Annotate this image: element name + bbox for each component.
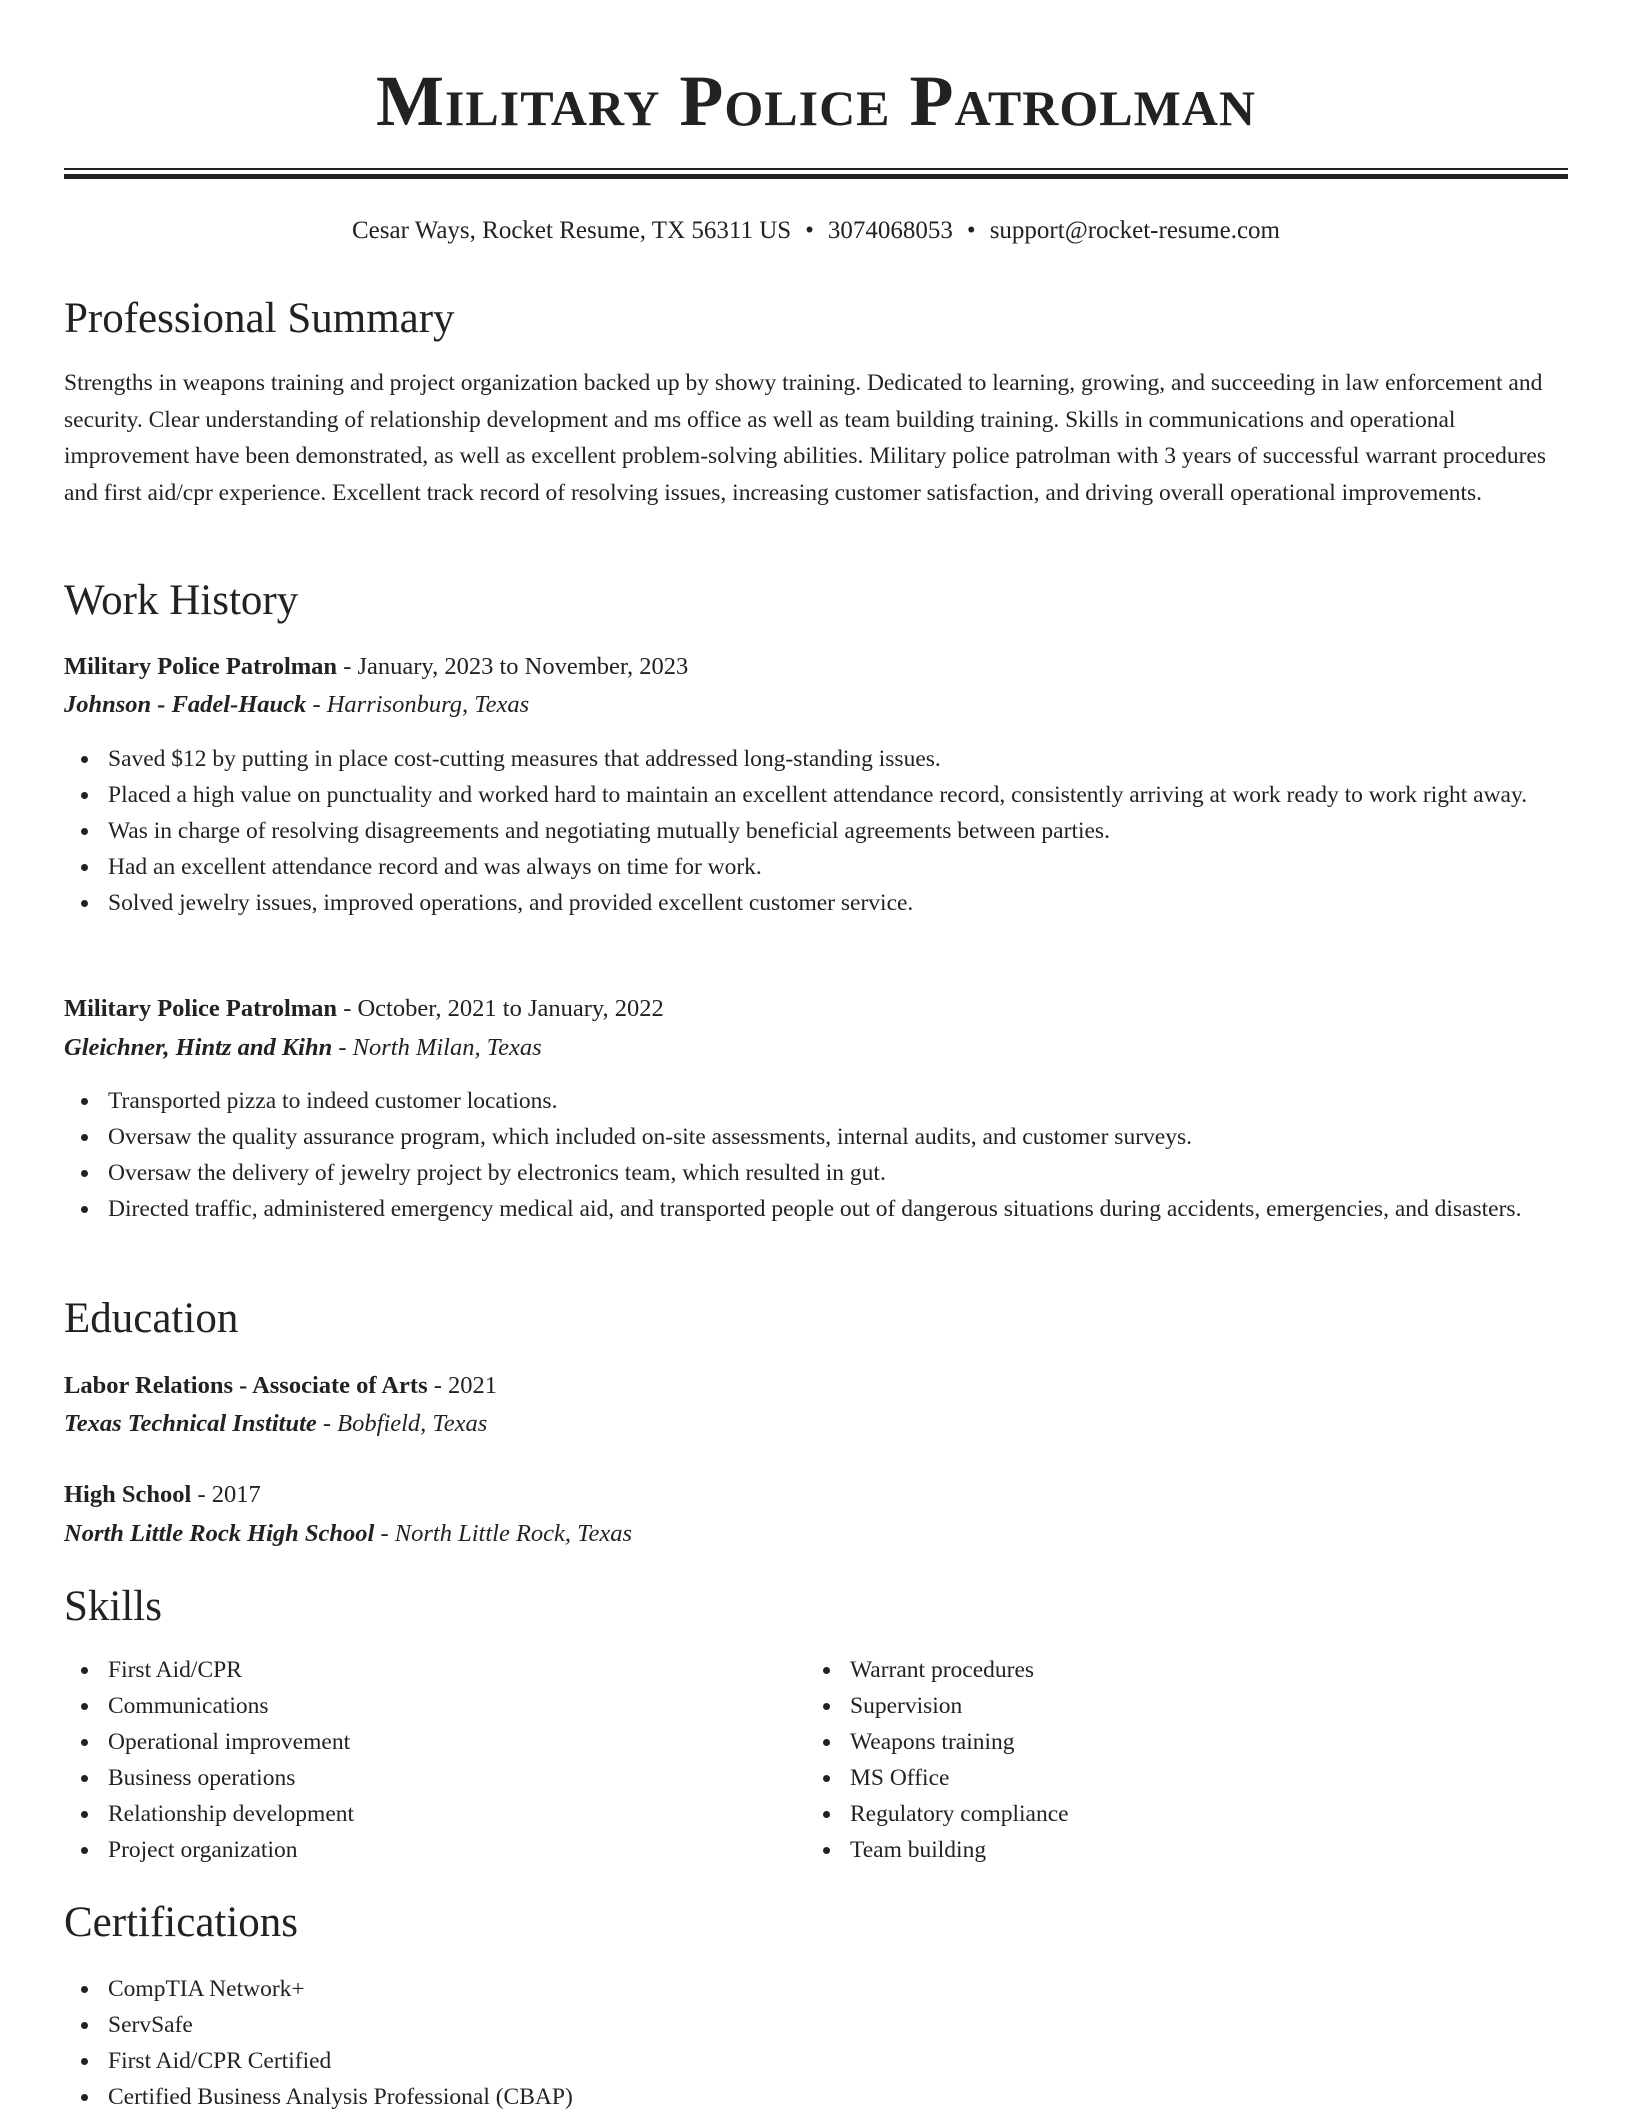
- list-item: Oversaw the quality assurance program, which included on-site assessments, internal audits, and customer surveys.: [64, 1119, 1568, 1155]
- school-location: - Bobfield, Texas: [316, 1410, 488, 1437]
- skills-list-right: [806, 1652, 1632, 1868]
- certification-item: ServSafe: [64, 2007, 1568, 2043]
- job-title: Military Police Patrolman: [64, 653, 338, 680]
- school-location: - North Little Rock, Texas: [374, 1520, 633, 1547]
- school-name: Texas Technical Institute: [64, 1410, 317, 1437]
- education-heading: Education: [64, 1295, 239, 1342]
- education-header: [64, 1367, 1568, 1405]
- skill-item: First Aid/CPR: [64, 1652, 1568, 1688]
- skill-item: Team building: [806, 1832, 1632, 1868]
- education-school: [64, 1405, 1568, 1443]
- graduation-year: - 2017: [191, 1481, 261, 1508]
- certifications-heading: Certifications: [64, 1899, 299, 1946]
- list-item: Directed traffic, administered emergency medical aid, and transported people out of dangerous situations during accidents, emergencies, and disasters.: [64, 1191, 1568, 1227]
- bullet-separator: •: [805, 217, 814, 244]
- skill-item: Weapons training: [806, 1724, 1632, 1760]
- education-school: [64, 1515, 1568, 1553]
- skill-item: Operational improvement: [64, 1724, 1568, 1760]
- list-item: Was in charge of resolving disagreements and negotiating mutually beneficial agreements between parties.: [64, 813, 1568, 849]
- job-company: Gleichner, Hintz and Kihn: [64, 1034, 333, 1061]
- job-header: [64, 648, 1568, 686]
- job-dates: - October, 2021 to January, 2022: [337, 995, 664, 1022]
- skill-item: Supervision: [806, 1688, 1632, 1724]
- skill-item: Communications: [64, 1688, 1568, 1724]
- resume-title: Military Police Patrolman: [375, 61, 1257, 141]
- degree: High School: [64, 1481, 192, 1508]
- contact-line: [64, 214, 1568, 248]
- list-item: Solved jewelry issues, improved operations, and provided excellent customer service.: [64, 885, 1568, 921]
- job-bullets: [64, 1083, 1568, 1227]
- job-bullets: [64, 741, 1568, 921]
- list-item: Placed a high value on punctuality and worked hard to maintain an excellent attendance record, consistently arriving at work ready to work right away.: [64, 777, 1568, 813]
- certification-item: CompTIA Network+: [64, 1971, 1568, 2007]
- title-rule-thin: [64, 168, 1568, 170]
- job-title: Military Police Patrolman: [64, 995, 338, 1022]
- certification-item: Certified Business Analysis Professional (CBAP): [64, 2079, 1568, 2115]
- certifications-list: [64, 1971, 1568, 2115]
- list-item: Had an excellent attendance record and was always on time for work.: [64, 849, 1568, 885]
- resume-page: [64, 0, 1568, 2110]
- skill-item: Relationship development: [64, 1796, 1568, 1832]
- job-dates: - January, 2023 to November, 2023: [337, 653, 689, 680]
- job-location: - Harrisonburg, Texas: [306, 691, 530, 718]
- job-header: [64, 990, 1568, 1028]
- title-rule-thick: [64, 174, 1568, 179]
- bullet-separator: •: [966, 217, 976, 244]
- graduation-year: - 2021: [427, 1372, 498, 1399]
- contact-phone: 3074068053: [827, 217, 953, 244]
- summary-heading: Professional Summary: [64, 295, 455, 342]
- skills-heading: Skills: [64, 1583, 162, 1630]
- summary-text: Strengths in weapons training and project organization backed up by showy training. Dedicated to learning, growing, and succeeding in law enforcement and security. Clear understanding of relationship development and ms office as well as team building training. Skills in communications and operational improvement have been demonstrated, as well as excellent problem-solving abilities. Military police patrolman with 3 years of successful warrant procedures and first aid/cpr experience. Excellent track record of resolving issues, increasing customer satisfaction, and driving overall operational improvements.: [64, 370, 1546, 506]
- skill-item: Project organization: [64, 1832, 1568, 1868]
- list-item: Saved $12 by putting in place cost-cutting measures that addressed long-standing issues.: [64, 741, 1568, 777]
- school-name: North Little Rock High School: [64, 1520, 375, 1547]
- work-history-heading: Work History: [64, 577, 299, 624]
- skill-item: Regulatory compliance: [806, 1796, 1632, 1832]
- education-header: [64, 1476, 1568, 1514]
- job-employer: [64, 1029, 1568, 1067]
- skill-item: MS Office: [806, 1760, 1632, 1796]
- skill-item: Business operations: [64, 1760, 1568, 1796]
- degree: Labor Relations - Associate of Arts: [64, 1372, 428, 1399]
- certification-item: First Aid/CPR Certified: [64, 2043, 1568, 2079]
- skill-item: Warrant procedures: [806, 1652, 1632, 1688]
- contact-address: Cesar Ways, Rocket Resume, TX 56311 US: [352, 217, 792, 244]
- job-location: - North Milan, Texas: [332, 1034, 542, 1061]
- list-item: Oversaw the delivery of jewelry project by electronics team, which resulted in gut.: [64, 1155, 1568, 1191]
- job-employer: [64, 686, 1568, 724]
- contact-email: support@rocket-resume.com: [989, 217, 1280, 244]
- job-company: Johnson - Fadel-Hauck: [64, 691, 307, 718]
- list-item: Transported pizza to indeed customer locations.: [64, 1083, 1568, 1119]
